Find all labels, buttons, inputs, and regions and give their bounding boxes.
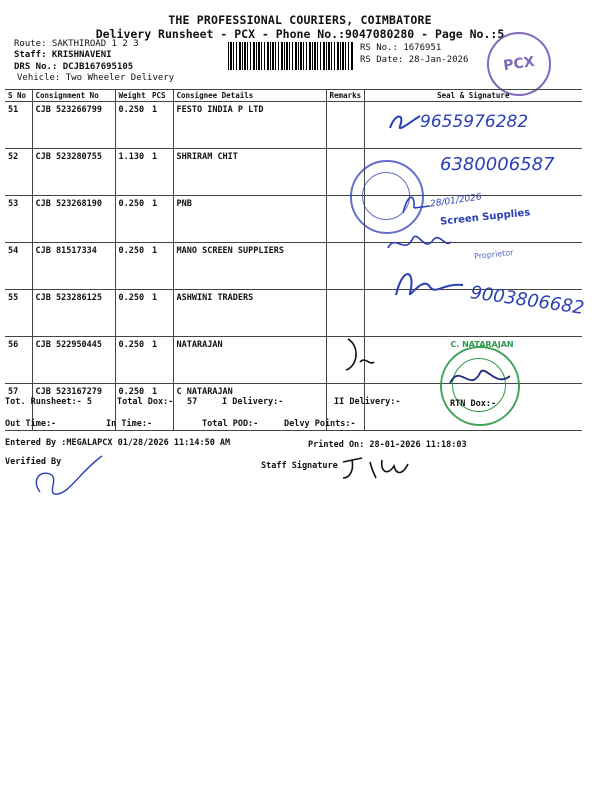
col-seal-signature: Seal & Signature: [364, 90, 582, 102]
row-consignment: CJB 523286125: [32, 290, 115, 337]
total-dox-label: Total Dox:-: [117, 397, 174, 407]
route-label: Route: SAKTHIROAD 1 2 3: [14, 39, 139, 49]
pcx-stamp: PCX: [483, 28, 555, 100]
row-weight: 0.250: [115, 243, 149, 290]
row-sno: 51: [5, 102, 32, 149]
row-pcs: 1: [149, 149, 173, 196]
signature-scribble-icon: [385, 228, 455, 258]
row-consignee: MANO SCREEN SUPPLIERS: [173, 243, 326, 290]
col-pcs: PCS: [149, 90, 173, 102]
col-sno: S No: [5, 90, 32, 102]
signature-scribble-icon: [385, 108, 425, 138]
out-time: Out Time:-: [5, 419, 57, 429]
rtn-dox: RTN Dox:-: [450, 399, 497, 409]
rs-date: RS Date: 28-Jan-2026: [360, 55, 469, 65]
signature-scribble-icon: [445, 358, 515, 398]
handwritten-phone-1: 9655976282: [420, 112, 529, 132]
drs-number: DRS No.: DCJB167695105: [14, 62, 134, 72]
row-pcs: 1: [149, 196, 173, 243]
row-remarks: [326, 243, 364, 290]
col-remarks: Remarks: [326, 90, 364, 102]
row-consignee: ASHWINI TRADERS: [173, 290, 326, 337]
delivery-points: Delvy Points:-: [284, 419, 356, 429]
staff-label: Staff: KRISHNAVENI: [14, 50, 112, 60]
row-weight: 0.250: [115, 102, 149, 149]
row-sno: 57: [5, 384, 32, 431]
i-delivery: I Delivery:-: [222, 397, 284, 407]
entered-by: Entered By :MEGALAPCX 01/28/2026 11:14:50 AM: [5, 438, 231, 448]
in-time: In Time:-: [106, 419, 153, 429]
row-consignment: CJB 522950445: [32, 337, 115, 384]
row-sno: 56: [5, 337, 32, 384]
vehicle-label: Vehicle: Two Wheeler Delivery: [17, 73, 175, 83]
company-title: THE PROFESSIONAL COURIERS, COIMBATORE: [168, 13, 432, 27]
verified-signature-icon: [10, 452, 105, 502]
handwritten-phone-2: 6380006587: [440, 154, 555, 175]
col-consignee: Consignee Details: [173, 90, 326, 102]
proprietor-stamp: Proprietor: [473, 247, 514, 262]
row-pcs: 1: [149, 243, 173, 290]
table-header-row: [5, 90, 582, 102]
row-remarks: [326, 290, 364, 337]
row-consignment: CJB 523167279: [32, 384, 115, 431]
row-pcs: 1: [149, 337, 173, 384]
verified-by: Verified By: [5, 457, 62, 467]
row-consignee: PNB: [173, 196, 326, 243]
row-sno: 52: [5, 149, 32, 196]
row-consignee: NATARAJAN: [173, 337, 326, 384]
handwritten-date: 28/01/2026: [429, 192, 483, 210]
row-weight: 0.250: [115, 196, 149, 243]
row-consignee: SHRIRAM CHIT: [173, 149, 326, 196]
row-weight: 1.130: [115, 149, 149, 196]
screen-supplies-stamp: Screen Supplies: [439, 207, 531, 228]
row-consignment: CJB 523266799: [32, 102, 115, 149]
row-pcs: 1: [149, 384, 173, 431]
total-dox-value: 57: [187, 397, 198, 407]
natarajan-seal-text: C. NATARAJAN: [450, 340, 514, 349]
col-consignment: Consignment No: [32, 90, 115, 102]
signature-scribble-icon: [388, 265, 468, 305]
handwritten-phone-3: 9003806682: [469, 282, 586, 319]
row-consignee: C NATARAJAN: [173, 384, 326, 431]
total-pod: Total POD:-: [202, 419, 259, 429]
row-consignment: CJB 523280755: [32, 149, 115, 196]
signature-scribble-icon: [340, 336, 380, 376]
staff-signature-icon: [338, 452, 428, 484]
row-consignee: FESTO INDIA P LTD: [173, 102, 326, 149]
total-runsheet: Tot. Runsheet:- 5: [5, 397, 92, 407]
row-pcs: 1: [149, 290, 173, 337]
rs-number: RS No.: 1676951: [360, 43, 442, 53]
row-sno: 55: [5, 290, 32, 337]
barcode: [228, 42, 354, 70]
row-consignment: CJB 523268190: [32, 196, 115, 243]
row-pcs: 1: [149, 102, 173, 149]
row-weight: 0.250: [115, 337, 149, 384]
signature-scribble-icon: [400, 188, 440, 218]
staff-signature-label: Staff Signature: [261, 461, 338, 471]
row-remarks: [326, 102, 364, 149]
row-consignment: CJB 81517334: [32, 243, 115, 290]
runsheet-subtitle: Delivery Runsheet - PCX - Phone No.:9047080280 - Page No.:5: [95, 27, 505, 41]
row-weight: 0.250: [115, 384, 149, 431]
col-weight: Weight: [115, 90, 149, 102]
ii-delivery: II Delivery:-: [334, 397, 401, 407]
printed-on: Printed On: 28-01-2026 11:18:03: [308, 440, 467, 450]
row-weight: 0.250: [115, 290, 149, 337]
row-sno: 53: [5, 196, 32, 243]
row-sno: 54: [5, 243, 32, 290]
